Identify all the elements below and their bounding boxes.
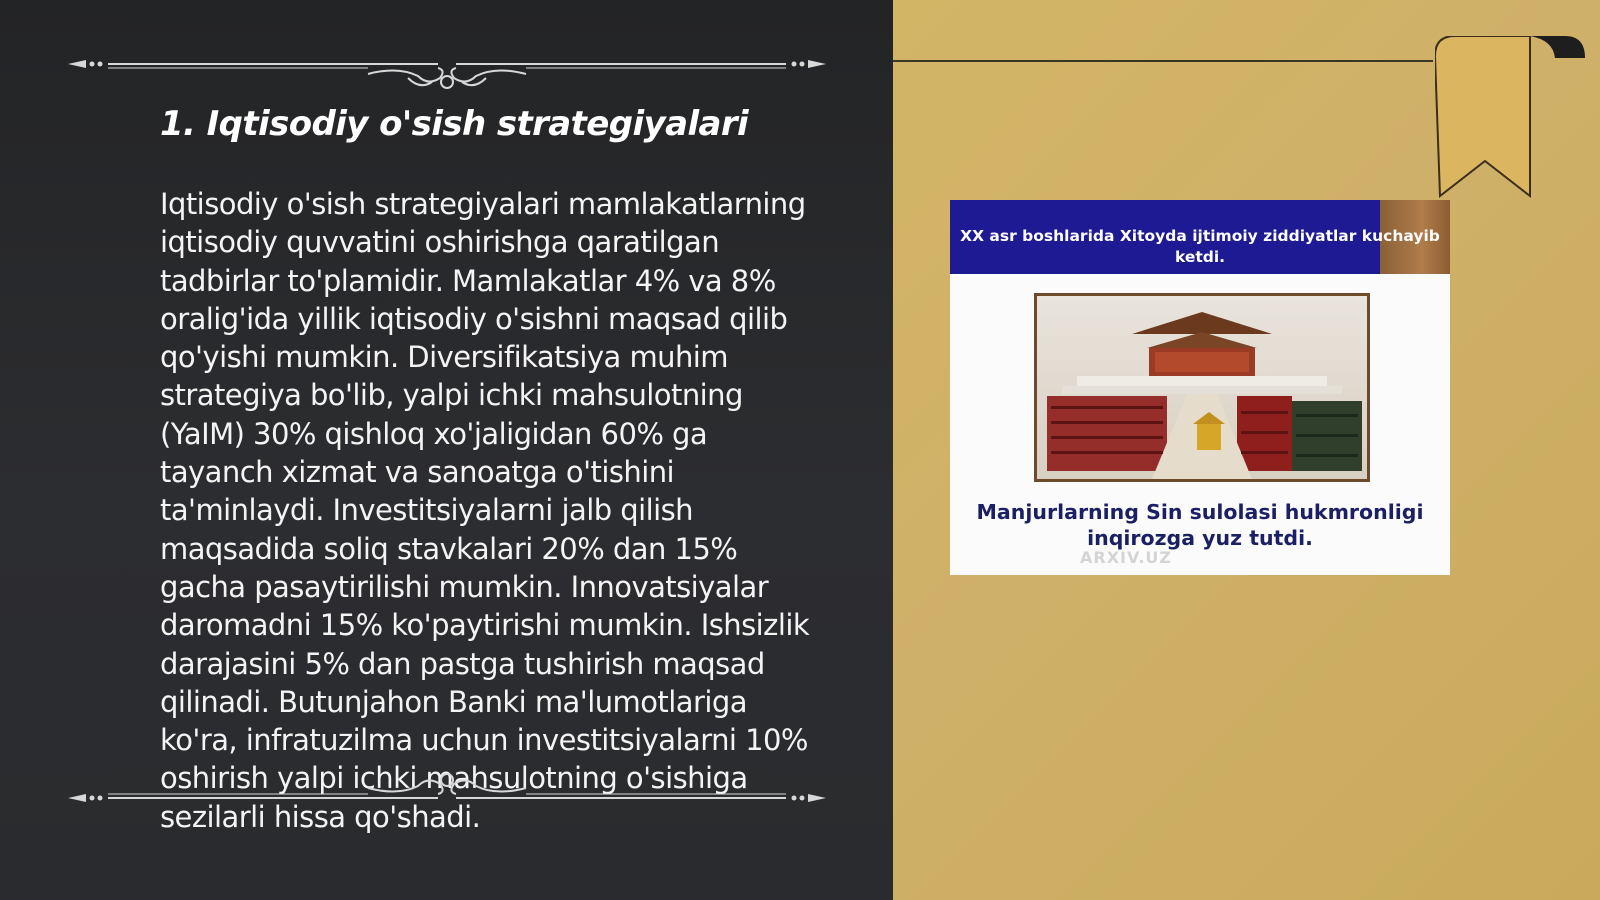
watermark-text: ARXIV.UZ: [1080, 548, 1172, 567]
forbidden-city-photo: [1034, 293, 1370, 482]
ornamental-divider-bottom-icon: [68, 772, 826, 820]
forbidden-city-illustration: [1037, 296, 1367, 479]
card-banner-text: XX asr boshlarida Xitoyda ijtimoiy ziddiyatlar kuchayib ketdi.: [960, 227, 1440, 266]
card-caption-text: Manjurlarning Sin sulolasi hukmronligi inqirozga yuz tutdi.: [976, 500, 1424, 550]
ornamental-divider-top-icon: [68, 42, 826, 90]
history-image-card: [950, 200, 1450, 575]
bookmark-ribbon-icon: [1435, 36, 1600, 201]
slide-body-text: Iqtisodiy o'sish strategiyalari mamlakatlarning iqtisodiy quvvatini oshirishga qaratilgan tadbirlar to'plamidir. Mamlakatlar 4% va 8% oralig'ida yillik iqtisodiy o'sishni maqsad qilib qo'yishi mumkin. Diversifikatsiya muhim strategiya bo'lib, yalpi ichki mahsulotning (YaIM) 30% qishloq xo'jaligidan 60% ga tayanch xizmat va sanoatga o'tishini ta'minlaydi. Investitsiyalarni jalb qilish maqsadida soliq stavkalari 20% dan 15% gacha pasaytirilishi mumkin. Innovatsiyalar daromadni 15% ko'paytirishi mumkin. Ishsizlik darajasini 5% dan pastga tushirish maqsad qilinadi. Butunjahon Banki ma'lumotlariga ko'ra, infratuzilma uchun investitsiyalarni 10% oshirish yalpi ichki mahsulotning o'sishiga sezilarli hissa qo'shadi.: [160, 187, 810, 834]
top-rule-line: [893, 60, 1433, 62]
slide-title: 1. Iqtisodiy o'sish strategiyalari: [160, 104, 749, 144]
